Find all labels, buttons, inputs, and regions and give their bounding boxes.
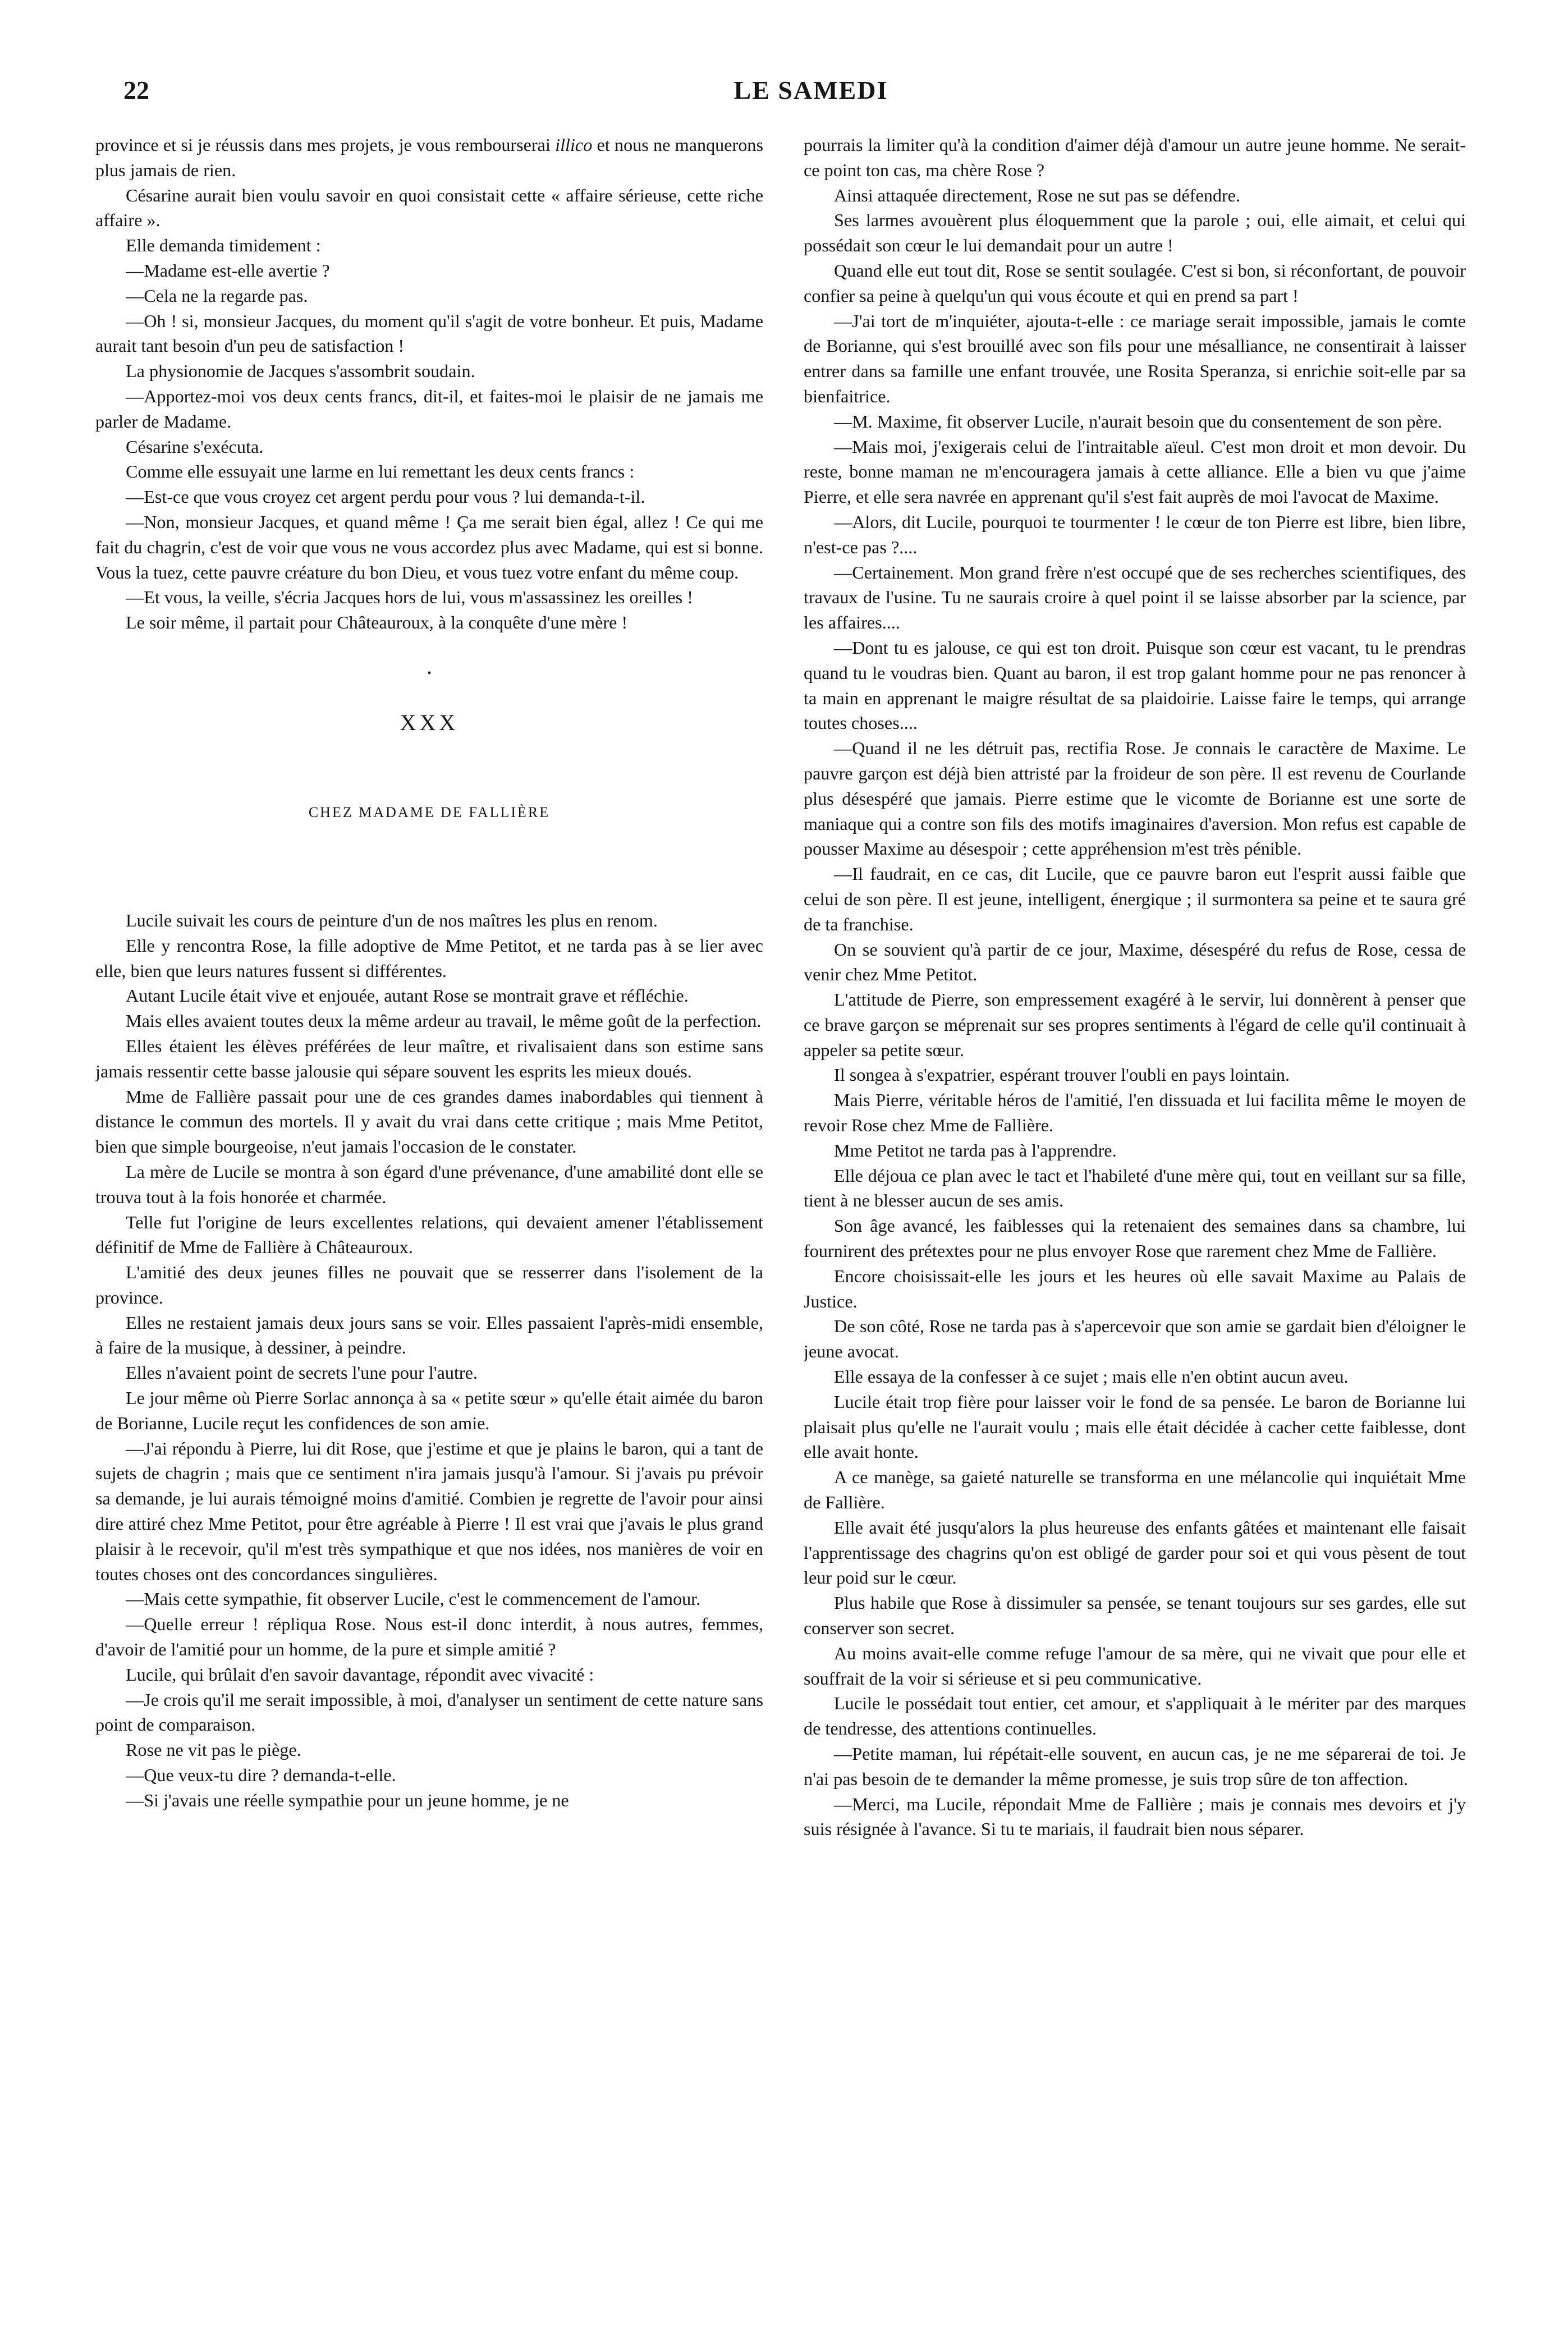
left-column-text-after-chapter [95,908,763,1813]
paragraph: Mais Pierre, véritable héros de l'amitié, l'en dissuada et lui facilita même le moyen de revoir Rose chez Mme de Fallière. [804,1090,1466,1136]
paragraph: Plus habile que Rose à dissimuler sa pensée, se tenant toujours sur ses gardes, elle sut conserver son secret. [804,1593,1466,1639]
paragraph: Comme elle essuyait une larme en lui remettant les deux cents francs : [126,461,635,482]
paragraph: Encore choisissait-elle les jours et les heures où elle savait Maxime au Palais de Justice. [804,1265,1466,1311]
paragraph: —Est-ce que vous croyez cet argent perdu pour vous ? lui demanda-t-il. [126,487,645,507]
paragraph: —J'ai tort de m'inquiéter, ajouta-t-elle : ce mariage serait impossible, jamais le comte de Borianne, qui s'est brouillé avec son fils pour une mésalliance, ne consentirait à laisser entrer dans sa famille une enfant trouvée, une Rosita Speranza, si enrichie soit-elle par sa bienfaitrice. [804,310,1466,406]
paragraph: —Mais moi, j'exigerais celui de l'intraitable aïeul. C'est mon droit et mon devoir. Du reste, bonne maman ne m'encouragera jamais à cette alliance. Elle a bien vu que j'aime Pierre, et elle sera navrée en apprenant qu'il s'est fait auprès de moi l'avocat de Maxime. [804,436,1466,507]
paragraph: —Certainement. Mon grand frère n'est occupé que de ses recherches scientifiques, des travaux de l'usine. Tu ne saurais croire à quel point il se laisse absorber par la science, par les affaires.... [804,562,1466,633]
paragraph: Quand elle eut tout dit, Rose se sentit soulagée. C'est si bon, si réconfortant, de pouvoir confier sa peine à quelqu'un qui vous écoute et qui en prend sa part ! [804,260,1466,306]
paragraph: Lucile le possédait tout entier, cet amour, et s'appliquait à le mériter par des marques de tendresse, des attentions continuelles. [804,1693,1466,1739]
paragraph: Le jour même où Pierre Sorlac annonça à sa « petite sœur » qu'elle était aimée du baron de Borianne, Lucile reçut les confidences de son amie. [95,1388,763,1433]
paragraph: —Oh ! si, monsieur Jacques, du moment qu'il s'agit de votre bonheur. Et puis, Madame aurait tant besoin d'un peu de satisfaction ! [95,310,763,356]
paragraph: —Il faudrait, en ce cas, dit Lucile, que ce pauvre baron eut l'esprit aussi faible que celui de son père. Il est jeune, intelligent, énergique ; il surmontera sa peine et te saura gré de ta franchise. [804,864,1466,934]
paragraph: Lucile suivait les cours de peinture d'un de nos maîtres les plus en renom. [126,910,658,930]
paragraph: Son âge avancé, les faiblesses qui la retenaient des semaines dans sa chambre, lui fournirent des prétextes pour ne plus envoyer Rose que rarement chez Mme de Fallière. [804,1215,1466,1261]
paragraph: —Cela ne la regarde pas. [126,285,308,306]
paragraph: On se souvient qu'à partir de ce jour, Maxime, désespéré du refus de Rose, cessa de venir chez Mme Petitot. [804,939,1466,985]
paragraph: —Dont tu es jalouse, ce qui est ton droit. Puisque son cœur est vacant, tu le prendras quand tu le voudras bien. Quant au baron, il est trop galant homme pour ne pas renoncer à ta main en apprenant le maigre résultat de sa plaidoirie. Laisse faire le temps, qui arrange toutes choses.... [804,637,1466,733]
paragraph: Au moins avait-elle comme refuge l'amour de sa mère, qui ne vivait que pour elle et souffrait de la voir si sérieuse et si peu communicative. [804,1643,1466,1689]
paragraph: —Si j'avais une réelle sympathie pour un jeune homme, je ne [126,1790,569,1810]
paragraph: Mme de Fallière passait pour une de ces grandes dames inabordables qui tiennent à distance le commun des mortels. Il y avait du vrai dans cette critique ; mais Mme Petitot, bien que simple bourgeoise, n'eut jamais l'occasion de le constater. [95,1086,763,1157]
paragraph: province et si je réussis dans mes projets, je vous rembourserai illico et nous ne manquerons plus jamais de rien. [95,135,763,180]
right-column-text [804,132,1466,1842]
paragraph: —M. Maxime, fit observer Lucile, n'aurait besoin que du consentement de son père. [834,411,1442,432]
paragraph: La mère de Lucile se montra à son égard d'une prévenance, d'une amabilité dont elle se trouva tout à la fois honorée et charmée. [95,1161,763,1207]
paragraph: —Apportez-moi vos deux cents francs, dit-il, et faites-moi le plaisir de ne jamais me parler de Madame. [95,386,763,432]
paragraph: —Et vous, la veille, s'écria Jacques hors de lui, vous m'assassinez les oreilles ! [126,587,693,608]
paragraph: Autant Lucile était vive et enjouée, autant Rose se montrait grave et réfléchie. [126,985,689,1006]
paragraph: Elle essaya de la confesser à ce sujet ; mais elle n'en obtint aucun aveu. [834,1366,1349,1387]
paragraph: L'amitié des deux jeunes filles ne pouvait que se resserrer dans l'isolement de la province. [95,1262,763,1307]
paragraph: —Petite maman, lui répétait-elle souvent, en aucun cas, je ne me séparerai de toi. Je n'ai pas besoin de te demander la même promesse, je suis trop sûre de ton affection. [804,1744,1466,1789]
chapter-title: CHEZ MADAME DE FALLIÈRE [308,804,551,820]
paragraph: Lucile était trop fière pour laisser voir le fond de sa pensée. Le baron de Borianne lui plaisait plus qu'elle ne l'aurait voulu ; mais elle était décidée à cacher cette faiblesse, dont elle avait honte. [804,1391,1466,1462]
paragraph: Ainsi attaquée directement, Rose ne sut pas se défendre. [834,185,1240,205]
chapter-number: XXX [400,709,459,735]
page-number: 22 [123,76,149,104]
paragraph: pourrais la limiter qu'à la condition d'aimer déjà d'amour un autre jeune homme. Ne serait-ce point ton cas, ma chère Rose ? [804,135,1466,180]
paragraph: Elle déjoua ce plan avec le tact et l'habileté d'une mère qui, tout en veillant sur sa fille, tient à ne blesser aucun de ses amis. [804,1165,1466,1211]
paragraph: —Je crois qu'il me serait impossible, à moi, d'analyser un sentiment de cette nature sans point de comparaison. [95,1689,763,1735]
paragraph: La physionomie de Jacques s'assombrit soudain. [126,361,475,382]
left-column [95,132,763,2299]
right-column [804,132,1466,2299]
paragraph: Le soir même, il partait pour Châteauroux, à la conquête d'une mère ! [126,612,628,633]
paragraph: L'attitude de Pierre, son empressement exagéré à le servir, lui donnèrent à penser que ce brave garçon se méprenait sur ses propres sentiments à l'égard de celle qu'il continuait à appeler sa petite sœur. [804,989,1466,1060]
paragraph: Césarine s'exécuta. [126,436,264,457]
paragraph: Elles n'avaient point de secrets l'une pour l'autre. [126,1362,478,1383]
page-header [123,75,1498,114]
paragraph: —Madame est-elle avertie ? [126,260,330,281]
paragraph: Elle avait été jusqu'alors la plus heureuse des enfants gâtées et maintenant elle faisait l'apprentissage des chagrins qu'on est obligé de garder pour soi et qui vous pèsent de tout leur poid sur le cœur. [804,1517,1466,1588]
paragraph: Elles ne restaient jamais deux jours sans se voir. Elles passaient l'après-midi ensemble, à faire de la musique, à dessiner, à peindre. [95,1312,763,1358]
paragraph: A ce manège, sa gaieté naturelle se transforma en une mélancolie qui inquiétait Mme de Fallière. [804,1467,1466,1513]
paragraph: Lucile, qui brûlait d'en savoir davantage, répondit avec vivacité : [126,1664,594,1685]
paragraph: Telle fut l'origine de leurs excellentes relations, qui devaient amener l'établissement définitif de Mme de Fallière à Châteauroux. [95,1212,763,1258]
paragraph: —Quand il ne les détruit pas, rectifia Rose. Je connais le caractère de Maxime. Le pauvre garçon est déjà bien attristé par la froideur de son père. Il est revenu de Courlande plus désespéré que jamais. Pierre estime que le vicomte de Borianne est une sorte de maniaque qui a contre son fils des motifs imaginaires d'aversion. Mon refus est capable de pousser Maxime au désespoir ; cette appréhension m'est très pénible. [804,738,1466,859]
paragraph: Césarine aurait bien voulu savoir en quoi consistait cette « affaire sérieuse, cette riche affaire ». [95,185,763,231]
paragraph: —Que veux-tu dire ? demanda-t-elle. [126,1765,396,1786]
section-ornament: • [427,667,432,680]
left-column-text-before-chapter [95,132,763,635]
paragraph: Mme Petitot ne tarda pas à l'apprendre. [834,1140,1117,1160]
italic-word: illico [555,135,593,155]
paragraph: —Mais cette sympathie, fit observer Lucile, c'est le commencement de l'amour. [126,1589,701,1609]
paragraph: —J'ai répondu à Pierre, lui dit Rose, que j'estime et que je plains le baron, qui a tant de sujets de chagrin ; mais que ce sentiment n'ira jamais jusqu'à l'amour. Si j'avais pu prévoir sa demande, je lui aurais témoigné moins d'amitié. Combien je regrette de l'avoir pour ainsi dire attiré chez Mme Petitot, pour être agréable à Pierre ! Il est vrai que j'avais le plus grand plaisir à le recevoir, qu'il m'est très sympathique et que nos idées, nos manières de voir en toutes choses ont des concordances singulières. [95,1438,763,1584]
paragraph: —Non, monsieur Jacques, et quand même ! Ça me serait bien égal, allez ! Ce qui me fait du chagrin, c'est de voir que vous ne vous accordez plus avec Madame, qui est si bonne. Vous la tuez, cette pauvre créature du bon Dieu, et vous tuez votre enfant du même coup. [95,511,763,582]
paragraph: Elle demanda timidement : [126,235,321,256]
paragraph: —Alors, dit Lucile, pourquoi te tourmenter ! le cœur de ton Pierre est libre, bien libre, n'est-ce pas ?.... [804,511,1466,557]
paragraph: Mais elles avaient toutes deux la même ardeur au travail, le même goût de la perfection. [126,1011,762,1031]
paragraph: Elles étaient les élèves préférées de leur maître, et rivalisaient dans son estime sans jamais ressentir cette basse jalousie qui sépare souvent les esprits les mieux doués. [95,1035,763,1081]
paragraph: De son côté, Rose ne tarda pas à s'apercevoir que son amie se gardait bien d'éloigner le jeune avocat. [804,1316,1466,1362]
paragraph: Ses larmes avouèrent plus éloquemment que la parole ; oui, elle aimait, et celui qui possédait son cœur le lui demandait pour un autre ! [804,210,1466,256]
running-head: LE SAMEDI [733,76,888,104]
paragraph: Rose ne vit pas le piège. [126,1740,301,1760]
paragraph: —Quelle erreur ! répliqua Rose. Nous est-il donc interdit, à nous autres, femmes, d'avoir de l'amitié pour un homme, de la pure et simple amitié ? [95,1614,763,1660]
paragraph: Il songea à s'expatrier, espérant trouver l'oubli en pays lointain. [834,1065,1290,1085]
paragraph: Elle y rencontra Rose, la fille adoptive de Mme Petitot, et ne tarda pas à se lier avec elle, bien que leurs natures fussent si différentes. [95,935,763,981]
paragraph: —Merci, ma Lucile, répondait Mme de Fallière ; mais je connais mes devoirs et j'y suis résignée à l'avance. Si tu te mariais, il faudrait bien nous séparer. [804,1793,1466,1839]
